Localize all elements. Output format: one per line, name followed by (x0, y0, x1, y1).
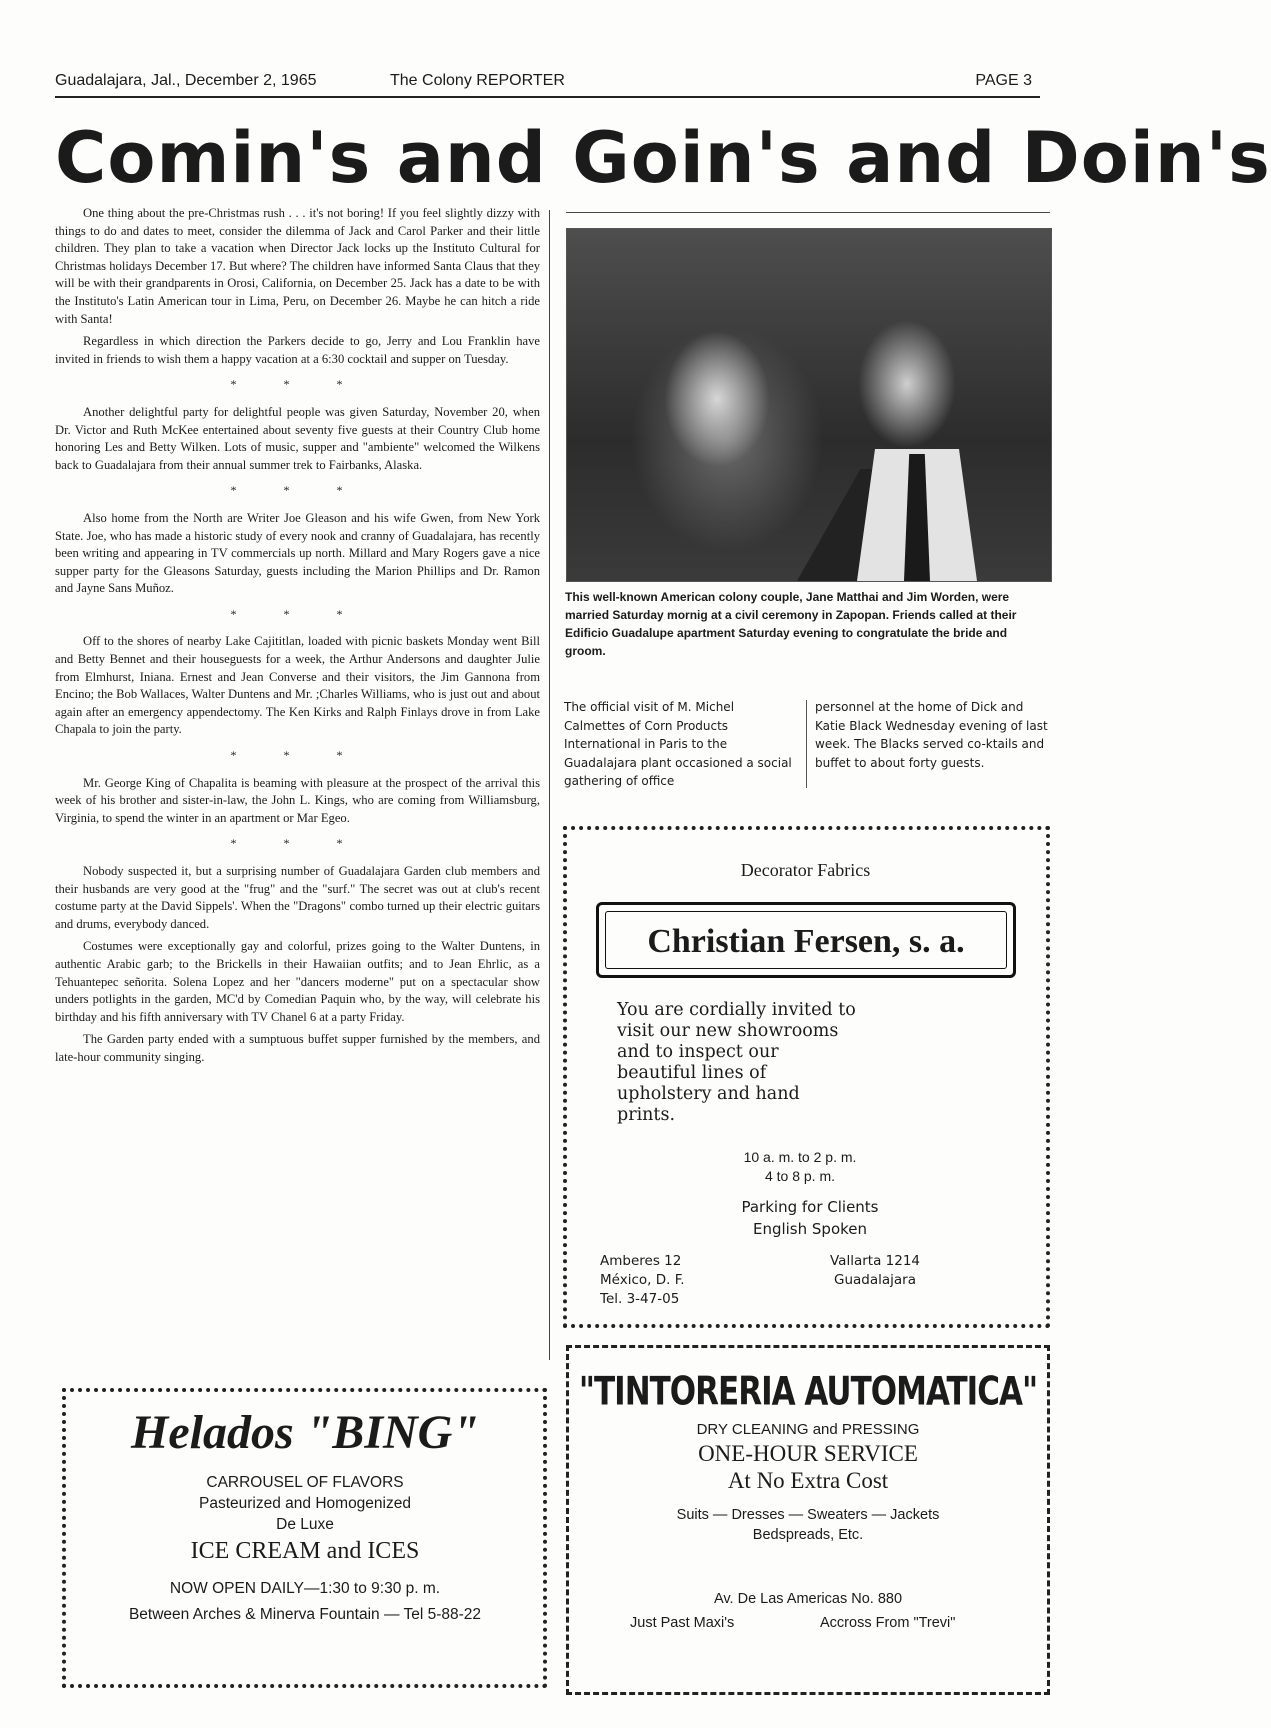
section-banner: Comin's and Goin's and Doin's (55, 117, 1271, 199)
english-note: English Spoken (752, 1220, 868, 1238)
bing-hours: NOW OPEN DAILY—1:30 to 9:30 p. m. (169, 1580, 441, 1597)
paragraph: Regardless in which direction the Parkers decide to go, Jerry and Lou Franklin have invited in friends to wish them a happy vacation at a 6:30 cocktail and supper on Tuesday. (55, 334, 540, 366)
paragraph: The Garden party ended with a sumptuous buffet supper furnished by the members, and late-hour community singing. (55, 1032, 540, 1064)
paragraph: Mr. George King of Chapalita is beaming with pleasure at the prospect of the arrival this week of his brother and sister-in-law, the John L. Kings, who are coming from Williamsburg, Virginia, to spend the winter in an apartment or Mar Egeo. (55, 775, 540, 825)
bing-line: De Luxe (276, 1516, 334, 1533)
fersen-address-mexico (600, 1252, 760, 1309)
tintoreria-address: Av. De Las Americas No. 880 (713, 1591, 903, 1607)
tintoreria-line: Suits — Dresses — Sweaters — Jackets (676, 1507, 940, 1523)
paragraph: Costumes were exceptionally gay and colorful, prizes going to the Walter Duntens, in authentic Arabic garb; to the Brickells in their Hawaiian outfits; and to Jean Ehrlic, as a Tehuantepec señorita. Solena Lopez and her "dancers moderne" put on a spectacular show unders potlights in the garden, MC'd by Comedian Paquin who, by the way, will celebrate his birthday and his fifth anniversary with TV Chanel 6 at a party Friday. (55, 939, 540, 1024)
fersen-nameplate (596, 902, 1016, 978)
tintoreria-service: DRY CLEANING and PRESSING (696, 1421, 920, 1438)
photo-caption: This well-known American colony couple, Jane Matthai and Jim Worden, were married Saturday mornig at a civil ceremony in Zapopan. Friends called at their Edificio Guadalupe apartment Saturday evening to congratulate the bride and groom. (565, 590, 1017, 658)
parking-note: Parking for Clients (741, 1198, 879, 1216)
separator-stars: * * * (230, 606, 365, 621)
fersen-hours (710, 1148, 890, 1186)
directions-left: Just Past Maxi's (630, 1615, 735, 1631)
brief-right-column: personnel at the home of Dick and Katie Black Wednesday evening of last week. The Blacks served co-ktails and buffet to about forty guests. (815, 700, 1048, 770)
fersen-services (700, 1196, 920, 1240)
bing-line: Pasteurized and Homogenized (199, 1495, 411, 1512)
bing-name: Helados "BING" (131, 1406, 479, 1459)
bing-line: CARROUSEL OF FLAVORS (206, 1474, 404, 1491)
paragraph: Another delightful party for delightful people was given Saturday, November 20, when Dr. Victor and Ruth McKee entertained about seventy five guests at their Country Club home honoring Les and Betty Wilken. Lots of music, supper and "ambiente" welcomed the Wilkens back to Guadalajara from their annual summer trek to Fairbanks, Alaska. (55, 404, 540, 472)
brief-left-column: The official visit of M. Michel Calmettes of Corn Products International in Paris to the Guadalajara plant occasioned a social gathering of office (564, 700, 792, 788)
page-number: PAGE 3 (975, 72, 1032, 89)
masthead-line (55, 70, 1040, 96)
separator-stars: * * * (230, 377, 365, 392)
fersen-address-guadalajara (800, 1252, 950, 1290)
directions-right: Accross From "Trevi" (820, 1615, 956, 1631)
society-column (55, 205, 540, 1072)
tintoreria-directions (630, 1612, 1030, 1634)
paper-name: The Colony REPORTER (390, 72, 565, 89)
address-line: Amberes 12 (600, 1253, 682, 1269)
separator-stars: * * * (230, 836, 365, 851)
couple-photo (566, 228, 1052, 582)
address-line: México, D. F. (600, 1272, 685, 1288)
brief-divider (806, 700, 807, 788)
separator-stars: * * * (230, 483, 365, 498)
fersen-heading: Decorator Fabrics (740, 860, 871, 880)
tintoreria-speed (575, 1440, 1041, 1494)
tintoreria-line: ONE-HOUR SERVICE (698, 1441, 918, 1466)
tintoreria-line: Bedspreads, Etc. (752, 1527, 864, 1543)
fersen-name: Christian Fersen, s. a. (605, 911, 1007, 969)
fersen-invitation: You are cordially invited to visit our new showrooms and to inspect our beautiful lines of upholstery and hand prints. (617, 1000, 856, 1125)
hours-morning: 10 a. m. to 2 p. m. (743, 1149, 857, 1165)
address-line: Tel. 3-47-05 (600, 1291, 680, 1307)
bing-address: Between Arches & Minerva Fountain — Tel 5-88-22 (128, 1606, 482, 1623)
dateline: Guadalajara, Jal., December 2, 1965 (55, 72, 317, 89)
column-divider (549, 210, 550, 1360)
paragraph: Also home from the North are Writer Joe Gleason and his wife Gwen, from New York State. Joe, who has made a historic study of every nook and cranny of Guadalajara, has recently been writing and appearing in TV commercials up north. Millard and Mary Rogers gave a nice supper party for the Gleasons Saturday, guests including the Marion Phillips and Dr. Ramon and Jayne Sans Muñoz. (55, 510, 540, 596)
tintoreria-items (575, 1505, 1041, 1545)
separator-stars: * * * (230, 748, 365, 763)
bing-product: ICE CREAM and ICES (190, 1538, 420, 1564)
photo-top-rule (566, 212, 1050, 213)
address-line: Guadalajara (833, 1272, 916, 1288)
header-rule (55, 96, 1040, 98)
paragraph: Off to the shores of nearby Lake Cajititlan, loaded with picnic baskets Monday went Bill and Betty Bennet and their houseguests for a week, the Arthur Andersons and daughter Julie from Elmhurst, Iniana. Ernest and Jean Converse and their visitors, the Jim Gannona from Encino; the Bob Wallaces, Walter Duntens and Mr. ;Charles Williams, who is just out and about again after an emergency appendectomy. The Ken Kirks and Ralph Finlays drove in from Lake Chapala to join the party. (55, 634, 540, 737)
hours-afternoon: 4 to 8 p. m. (764, 1168, 836, 1184)
bing-details (70, 1472, 540, 1535)
paragraph: One thing about the pre-Christmas rush . . . it's not boring! If you feel slightly dizzy with things to do and dates to meet, consider the dilemma of Jack and Carol Parker and their little children. They plan to take a vacation when Director Jack locks up the Instituto Cultural for Christmas holidays December 17. But where? The children have informed Santa Claus that they will be with their grandparents in Orosi, California, on December 25. Jack has a date to be with the Instituto's Latin American tour in Lima, Peru, on December 26. Maybe he can hitch a ride with Santa! (55, 206, 540, 326)
tintoreria-name: "TINTORERIA AUTOMATICA" (578, 1369, 1038, 1415)
tintoreria-line: At No Extra Cost (727, 1468, 889, 1493)
paragraph: Nobody suspected it, but a surprising number of Guadalajara Garden club members and their husbands are very good at the "frug" and the "surf." The secret was out at club's recent costume party at the David Sippels'. When the "Dragons" combo turned up their electric guitars and drums, everybody danced. (55, 864, 540, 931)
address-line: Vallarta 1214 (830, 1253, 920, 1269)
